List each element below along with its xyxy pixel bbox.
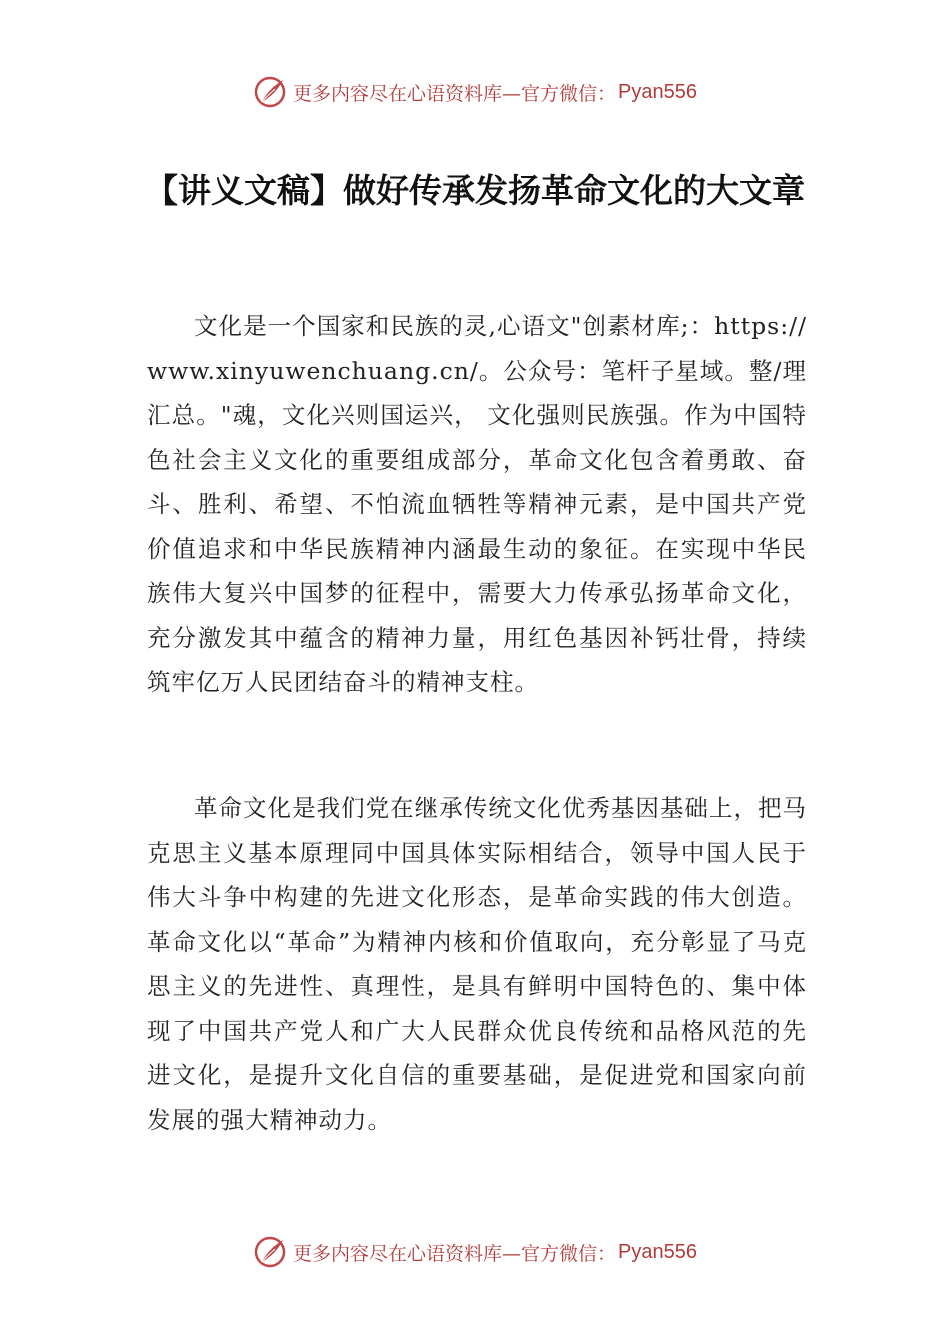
header-banner xyxy=(0,72,950,112)
banner-text: 更多内容尽在心语资料库—官方微信： xyxy=(293,1242,617,1265)
paragraph-2: 革命文化是我们党在继承传统文化优秀基因基础上，把马克思主义基本原理同中国具体实际相结合，领导中国人民于伟大斗争中构建的先进文化形态，是革命实践的伟大创造。革命文化以“革命”为精神内核和价值取向，充分彰显了马克思主义的先进性、真理性，是具有鲜明中国特色的、集中体现了中国共产党人和广大人民群众优良传统和品格风范的先进文化，是提升文化自信的重要基础，是促进党和国家向前发展的强大精神动力。 xyxy=(147,794,807,1134)
feather-pen-logo-icon xyxy=(253,75,287,109)
paragraph-1: 文化是一个国家和民族的灵,心语文"创素材库;：https://www.xinyuwenchuang.cn/。公众号：笔杆子星域。整/理汇总。"魂，文化兴则国运兴， 文化强则民族强。作为中国特色社会主义文化的重要组成部分，革命文化包含着勇敢、奋斗、胜利、希望、不怕流血牺牲等精神元素，是中国共产党价值追求和中华民族精神内涵最生动的象征。在实现中华民族伟大复兴中国梦的征程中，需要大力传承弘扬革命文化，充分激发其中蕴含的精神力量，用红色基因补钙壮骨，持续筑牢亿万人民团结奋斗的精神支柱。 xyxy=(147,312,807,696)
wechat-id: Pyan556 xyxy=(618,1240,697,1263)
feather-pen-logo-icon xyxy=(253,1235,287,1269)
banner-text: 更多内容尽在心语资料库—官方微信： xyxy=(293,82,617,105)
document-title: 【讲义文稿】做好传承发扬革命文化的大文章 xyxy=(145,171,805,210)
footer-banner xyxy=(0,1232,950,1272)
wechat-id: Pyan556 xyxy=(618,80,697,103)
